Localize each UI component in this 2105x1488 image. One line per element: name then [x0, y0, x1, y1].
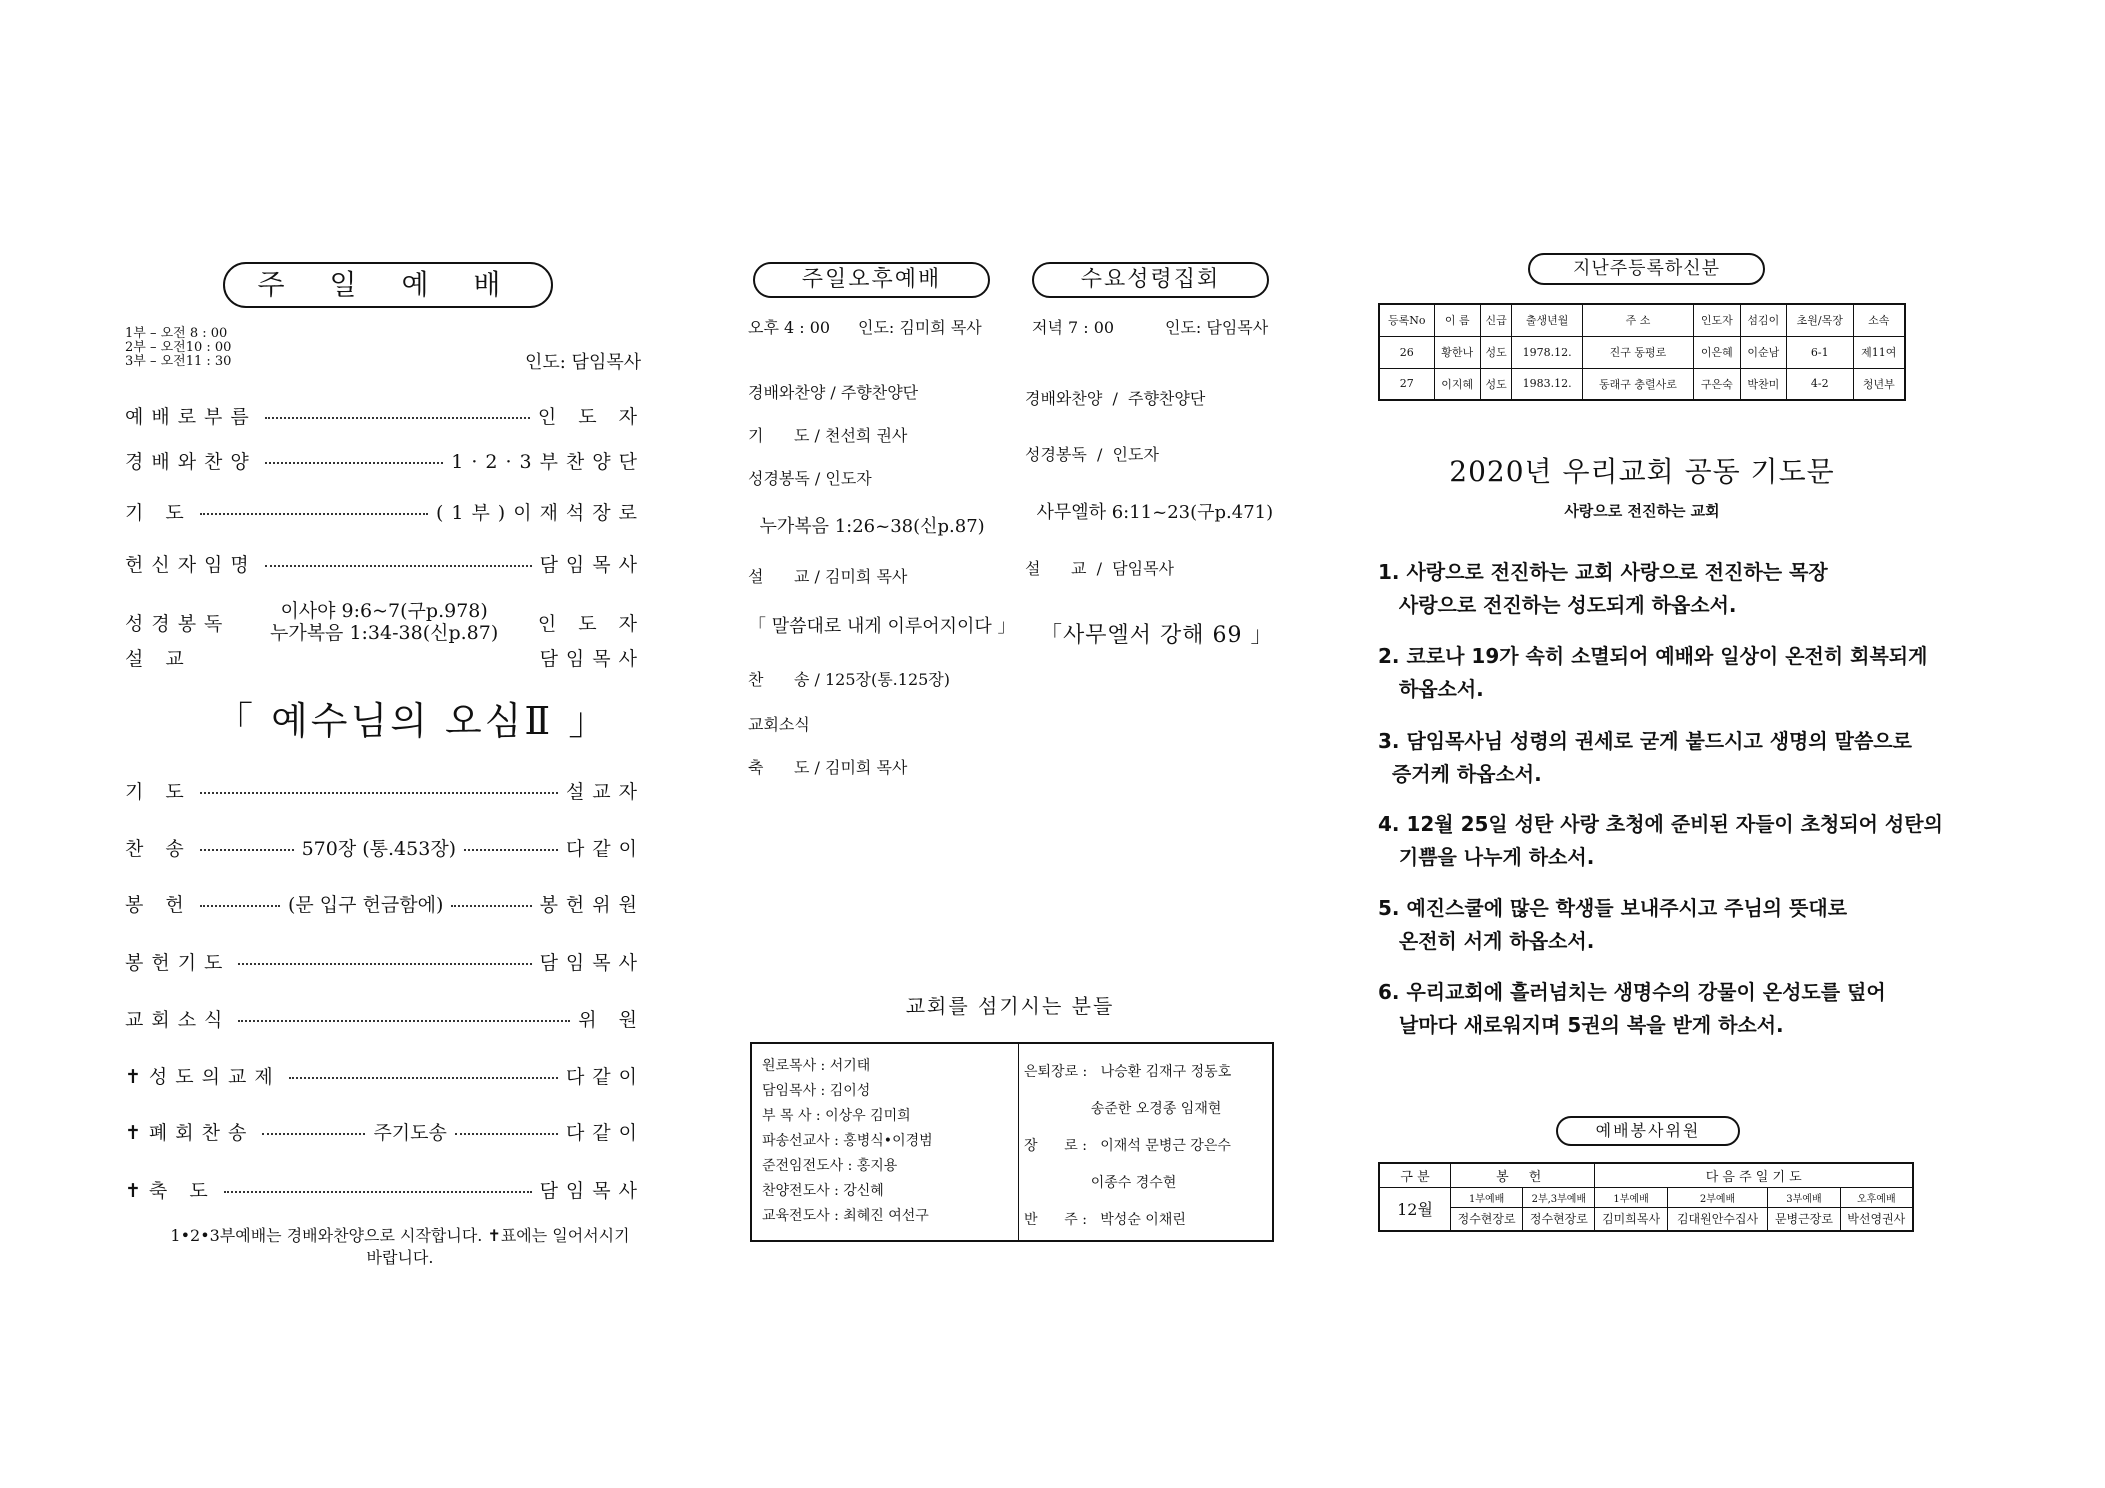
wednesday-item: 경배와찬양 / 주향찬양단 [1025, 389, 1206, 408]
wednesday-service-title: 수요성령집회 [1032, 262, 1269, 298]
afternoon-item: 교회소식 [748, 715, 810, 734]
wednesday-item: 설 교 / 담임목사 [1025, 559, 1174, 578]
order-person: 위 원 [578, 1009, 645, 1031]
newcomers-table [1378, 303, 1906, 401]
newcomer-cell: 청년부 [1853, 368, 1905, 400]
order-person: 다같이 [565, 838, 645, 860]
newcomer-header: 소속 [1853, 304, 1905, 336]
wednesday-item: 성경봉독 / 인도자 [1025, 445, 1159, 464]
leader-dots [265, 417, 530, 419]
committee-gubun: 구 분 [1379, 1163, 1451, 1187]
newcomer-header: 주 소 [1582, 304, 1693, 336]
prayer-line: 4. 12월 25일 성탄 사랑 초청에 준비된 자들이 초청되어 성탄의 [1378, 812, 1943, 836]
servant-line: 파송선교사 : 홍병식•이경범 [762, 1133, 933, 1149]
order-label: 교회소식 [125, 1009, 231, 1031]
wednesday-sermon-title: 「사무엘서 강해 69 」 [1040, 623, 1274, 648]
service-times [125, 327, 231, 369]
order-label: ✝축 도 [125, 1180, 216, 1202]
newcomer-cell: 6-1 [1786, 336, 1853, 368]
newcomer-header: 초원/목장 [1786, 304, 1853, 336]
elder-line: 송준한 오경종 임재현 [1024, 1101, 1222, 1117]
elder-line: 장 로 : 이재석 문병근 강은수 [1024, 1138, 1231, 1154]
elder-line: 이종수 경수현 [1024, 1175, 1177, 1191]
newcomer-cell: 구은숙 [1694, 368, 1740, 400]
committee-name: 박선영권사 [1840, 1207, 1913, 1231]
newcomer-cell: 26 [1379, 336, 1434, 368]
leader-dots [200, 792, 558, 794]
sermon-row: 설 교 담임목사 [125, 648, 645, 670]
order2-row [125, 1005, 645, 1032]
order-detail: 주기도송 [373, 1122, 447, 1144]
order-detail: 570장 (통.453장) [301, 838, 457, 860]
prayer-line: 3. 담임목사님 성령의 권세로 굳게 붙드시고 생명의 말씀으로 [1378, 729, 1912, 753]
newcomer-cell: 제11여 [1853, 336, 1905, 368]
elder-line: 반 주 : 박성순 이채린 [1024, 1212, 1186, 1228]
order2-row [125, 777, 645, 804]
newcomer-cell: 27 [1379, 368, 1434, 400]
order-label: 헌신자임명 [125, 554, 257, 576]
prayer-line: 5. 예진스쿨에 많은 학생들 보내주시고 주님의 뜻대로 [1378, 896, 1848, 920]
order-label: 경배와찬양 [125, 451, 257, 473]
afternoon-item: 경배와찬양 / 주향찬양단 [748, 383, 919, 402]
afternoon-leader: 인도: 김미희 목사 [858, 318, 982, 337]
afternoon-item: 누가복음 1:26~38(신p.87) [748, 516, 985, 537]
servant-line: 준전임전도사 : 홍지용 [762, 1158, 898, 1174]
newcomer-header: 출생년월 [1512, 304, 1583, 336]
sermon-title: 「 예수님의 오심Ⅱ 」 [215, 699, 610, 743]
afternoon-item: 설 교 / 김미희 목사 [748, 567, 908, 586]
committee-sub: 1부예배 [1595, 1187, 1667, 1207]
order-person: 담임목사 [539, 1180, 645, 1202]
main-service-title: 주 일 예 배 [223, 262, 553, 308]
order-person: 1·2·3부찬양단 [451, 451, 645, 473]
bible-reading-row: 성경봉독 이사야 9:6~7(구p.978) 누가복음 1:34-38(신p.87) 인 도 자 [125, 600, 645, 644]
newcomer-cell: 성도 [1480, 336, 1511, 368]
newcomer-cell: 동래구 충렬사로 [1582, 368, 1693, 400]
newcomer-header: 인도자 [1694, 304, 1740, 336]
servant-line: 원로목사 : 서기태 [762, 1058, 871, 1074]
committee-offering: 봉 헌 [1451, 1163, 1595, 1187]
prayer-line: 날마다 새로워지며 5권의 복을 받게 하소서. [1378, 1013, 1784, 1037]
prayer-title: 2020년 우리교회 공동 기도문 [1449, 455, 1835, 488]
committee-sub: 2부예배 [1667, 1187, 1768, 1207]
time-1: 1부 – 오전 8 : 00 [125, 326, 228, 341]
newcomer-cell: 박찬미 [1740, 368, 1786, 400]
leader-dots [200, 513, 428, 515]
committee-table [1378, 1162, 1914, 1232]
order2-row [125, 948, 645, 975]
prayer-item [1378, 640, 1998, 706]
order2-row [125, 834, 645, 861]
order-person: 봉헌위원 [539, 894, 645, 916]
newcomer-cell: 4-2 [1786, 368, 1853, 400]
newcomer-header: 섬김이 [1740, 304, 1786, 336]
afternoon-item: 「 말씀대로 내게 이루어지이다 」 [748, 616, 1016, 637]
prayer-line: 사랑으로 전진하는 성도되게 하옵소서. [1378, 593, 1737, 617]
afternoon-item: 축 도 / 김미희 목사 [748, 758, 908, 777]
leader-dots [238, 1020, 570, 1022]
committee-sub: 오후예배 [1840, 1187, 1913, 1207]
committee-next: 다 음 주 일 기 도 [1595, 1163, 1913, 1187]
leader-dots [200, 905, 280, 907]
afternoon-item: 기 도 / 천선희 권사 [748, 426, 908, 445]
leader-dots [455, 1133, 558, 1135]
prayer-item [1378, 725, 1998, 791]
order1-row [125, 447, 645, 474]
newcomer-cell: 성도 [1480, 368, 1511, 400]
order2-row [125, 1176, 645, 1203]
committee-name: 김미희목사 [1595, 1207, 1667, 1231]
afternoon-service-title: 주일오후예배 [753, 262, 990, 298]
prayer-item [1378, 808, 1998, 874]
order-person: 담임목사 [539, 952, 645, 974]
committee-name: 정수현장로 [1451, 1207, 1523, 1231]
committee-sub: 2부,3부예배 [1523, 1187, 1595, 1207]
prayer-line: 증거케 하옵소서. [1378, 762, 1542, 786]
order-person: (1부)이재석장로 [435, 502, 645, 524]
order-label: ✝폐회찬송 [125, 1122, 255, 1144]
newcomer-cell: 1978.12. [1512, 336, 1583, 368]
leader-dots [200, 849, 294, 851]
committee-month: 12월 [1379, 1187, 1451, 1231]
prayer-item [1378, 556, 1998, 622]
order-label: ✝성도의교제 [125, 1066, 281, 1088]
wednesday-item: 사무엘하 6:11~23(구p.471) [1025, 502, 1274, 523]
wednesday-time: 저녁 7 : 00 [1032, 318, 1115, 337]
newcomer-cell: 이은혜 [1694, 336, 1740, 368]
leader-dots [464, 849, 558, 851]
order2-row [125, 1118, 645, 1145]
afternoon-item: 성경봉독 / 인도자 [748, 469, 872, 488]
committee-sub: 3부예배 [1768, 1187, 1840, 1207]
main-leader: 인도: 담임목사 [525, 352, 642, 373]
servants-title: 교회를 섬기시는 분들 [905, 994, 1115, 1018]
servant-line: 부 목 사 : 이상우 김미희 [762, 1108, 911, 1124]
order-label: 기 도 [125, 781, 192, 803]
prayer-line: 하옵소서. [1378, 677, 1484, 701]
newcomer-cell: 이순남 [1740, 336, 1786, 368]
order-person: 인 도 자 [537, 406, 645, 428]
leader-dots [451, 905, 531, 907]
servant-line: 담임목사 : 김이성 [762, 1083, 871, 1099]
order-label: 기 도 [125, 502, 192, 524]
committee-title: 예배봉사위원 [1556, 1116, 1740, 1146]
order-person: 다같이 [565, 1066, 645, 1088]
afternoon-time: 오후 4 : 00 [748, 318, 831, 337]
committee-name: 문병근장로 [1768, 1207, 1840, 1231]
newcomer-header: 이 름 [1434, 304, 1480, 336]
committee-sub: 1부예배 [1451, 1187, 1523, 1207]
time-3: 3부 – 오전11 : 30 [125, 354, 232, 369]
order-person: 설교자 [565, 781, 645, 803]
order-detail: (문 입구 헌금함에) [287, 894, 444, 916]
committee-name: 김대원안수집사 [1667, 1207, 1768, 1231]
leader-dots [262, 1133, 365, 1135]
prayer-line: 온전히 서게 하옵소서. [1378, 929, 1595, 953]
servant-line: 교육전도사 : 최혜진 여선구 [762, 1208, 929, 1224]
prayer-line: 기쁨을 나누게 하소서. [1378, 845, 1595, 869]
newcomer-cell: 진구 동평로 [1582, 336, 1693, 368]
order-person: 다같이 [565, 1122, 646, 1144]
committee-name: 정수현장로 [1523, 1207, 1595, 1231]
order1-row [125, 550, 645, 577]
time-2: 2부 – 오전10 : 00 [125, 340, 232, 355]
leader-dots [289, 1077, 558, 1079]
order-label: 봉 헌 [125, 894, 192, 916]
order-label: 예배로부름 [125, 406, 257, 428]
leader-dots [224, 1191, 532, 1193]
prayer-line: 2. 코로나 19가 속히 소멸되어 예배와 일상이 온전히 회복되게 [1378, 644, 1928, 668]
order2-row [125, 1062, 645, 1089]
order1-row [125, 402, 645, 429]
leader-dots [265, 462, 443, 464]
newcomer-cell: 이지혜 [1434, 368, 1480, 400]
prayer-subtitle: 사랑으로 전진하는 교회 [1564, 502, 1720, 520]
order-label: 봉헌기도 [125, 952, 231, 974]
order1-row [125, 498, 645, 525]
newcomer-header: 신급 [1480, 304, 1511, 336]
elder-line: 은퇴장로 : 나승환 김재구 정동호 [1024, 1064, 1232, 1080]
wednesday-leader: 인도: 담임목사 [1165, 318, 1269, 337]
prayer-line: 1. 사랑으로 전진하는 교회 사랑으로 전진하는 목장 [1378, 560, 1828, 584]
servant-line: 찬양전도사 : 강신혜 [762, 1183, 884, 1199]
afternoon-item: 찬 송 / 125장(통.125장) [748, 670, 951, 689]
newcomer-cell: 1983.12. [1512, 368, 1583, 400]
footnote: 1•2•3부예배는 경배와찬양으로 시작합니다. ✝표에는 일어서시기 바랍니다. [170, 1226, 630, 1267]
prayer-line: 6. 우리교회에 흘러넘치는 생명수의 강물이 온성도를 덮어 [1378, 980, 1886, 1004]
prayer-item [1378, 976, 1998, 1042]
leader-dots [238, 963, 531, 965]
order2-row [125, 890, 645, 917]
newcomers-title: 지난주등록하신분 [1528, 253, 1765, 285]
newcomer-header: 등록No [1379, 304, 1434, 336]
order-label: 찬 송 [125, 838, 192, 860]
newcomer-cell: 황한나 [1434, 336, 1480, 368]
prayer-item [1378, 892, 1998, 958]
leader-dots [265, 565, 532, 567]
order-person: 담임목사 [539, 554, 645, 576]
servants-box [750, 1042, 1274, 1242]
